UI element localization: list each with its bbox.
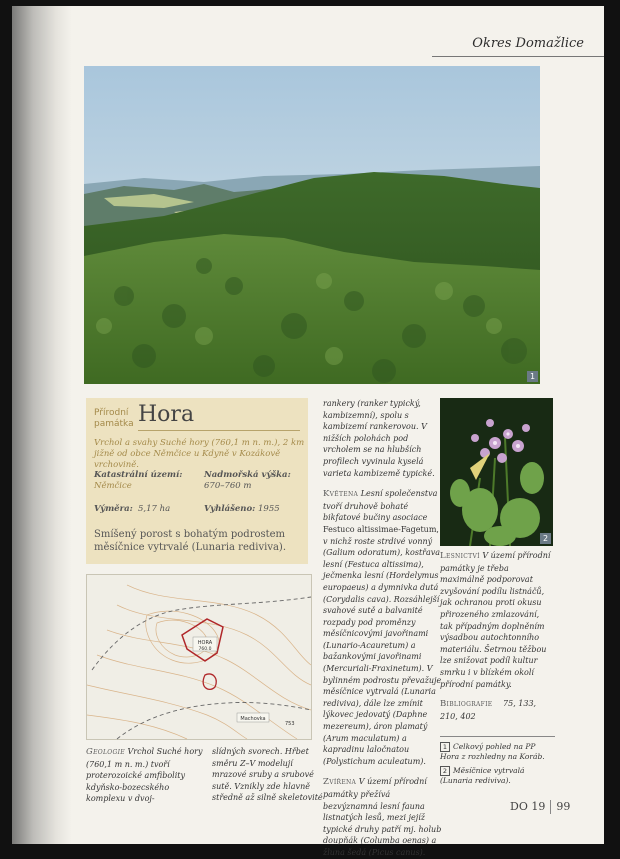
header-rule [432,56,604,57]
forestry-heading: Lesnictví [440,551,480,561]
altitude-value: 670–760 m [204,481,252,491]
region-title: Okres Domažlice [472,36,584,51]
map-spot-height: 753 [285,721,295,727]
forestry-text: V území přírodní památky je třeba maximálně podporovat zvyšování podílu listnáčů, jak ochranou proti okusu přirozeného zmlazování, tak případným doplněním výsadbou autochtonního materiálu. Šetrnou těžbou lze snižovat podíl kultur smrku i v blízkém okolí přírodní památky. [440,551,551,689]
page-gutter-shadow [12,6,72,844]
geology-section [86,746,206,805]
flora-text-a: Lesní společenstva tvoří druhově bohaté bikfatové bučiny asociace [323,489,438,523]
landscape-photo [84,66,540,384]
flora-text-b: Festuco altissimae-Fagetum, [323,524,439,534]
site-info-box [86,398,308,564]
caption-2-number: 2 [440,766,450,776]
cadastre-value: Němčice [94,481,132,491]
caption-2-text: Měsíčnice vytrvalá (Lunaria rediviva). [440,766,525,785]
caption-2 [440,766,555,786]
map-place-label: Machovka [240,716,266,722]
captions-rule [440,736,555,737]
site-type [94,408,134,430]
site-location: Vrchol a svahy Suché hory (760,1 m n. m.), 2 km jižně od obce Němčice u Kdyně v Kozákově vrchovině. [94,438,305,470]
bibliography-refs: 75, 133, 210, 402 [440,699,537,721]
flora-text-c: v nichž roste strdivé vonný (Galium odoratum), kostřava lesní (Festuca altissima), ječmenka lesní (Hordelymus europaeus) a dymnivka dutá (Corydalis cava). Rozsáhlejší svahové sutě a balvanité rozpady pod proměnzy měsíčnicovými javořinami (Lunario-Acauretum) a bažankovými javořinami (Mercuriali-Fraxinetum). V bylinném podrostu převažuje měsíčnice vytrvalá (Lunaria rediviva), dále lze zmínit lýkovec jedovatý (Daphne mezereum), áron plamatý (Arum maculatum) a kapradinu laločnatou (Polystichum aculeatum). [323,536,442,766]
page-number: 99 [556,800,571,813]
caption-1-text: Celkový pohled na PP Hora z rozhledny na Koráb. [440,742,545,761]
map-summit-elevation: 760.0 [198,647,212,652]
site-type-line1: Přírodní [94,408,129,418]
caption-1 [440,742,555,762]
footer-separator [550,800,551,814]
fauna-heading: Zvířena [323,777,357,788]
bibliography-heading: Bibliografie [440,699,493,710]
page-footer [510,800,570,814]
geology-text-1: Vrchol Suché hory (760,1 m n. m.) tvoří proterozoické amfibolity kdyňsko-bozecského komplexu v dvoj- [86,747,203,804]
soil-text: rankery (ranker typický, kambizemní), spolu s kambizemí rankerovou. V nižších polohách pod vrcholem se na hlubších profilech vyvinula kyselá varieta kambizemě typické. [323,399,435,478]
geology-heading: Geologie [86,747,125,757]
photo-captions [440,742,555,786]
map-summit-label: HORA [197,640,213,646]
topographic-map [86,574,312,740]
flower-photo-badge: 2 [540,533,551,544]
site-description: Smíšený porost s bohatým podrostem měsíčnice vytrvalé (Lunaria rediviva). [94,529,287,553]
geology-text-2: slídných svorech. Hřbet směru Z–V modelují mrazové sruby a srubové sutě. Vznikly zde hlavně středně až silně skeletovité [212,747,323,803]
photo-badge: 1 [527,371,538,382]
geology-section-cont [212,746,324,804]
site-code: DO 19 [510,800,546,813]
lunaria-photo [440,398,553,546]
declared-label: Vyhlášeno: [204,504,256,514]
fauna-text: V území přírodní památky přežívá bezvýznamná lesní fauna listnatých lesů, mezi jejíž typické druhy patří mj. holub doupňák (Columba oenas) a žluna šedá (Picus canus). [323,777,442,857]
area-value: 5,17 ha [138,504,171,514]
altitude-label: Nadmořská výška: [204,470,291,480]
flora-heading: Květena [323,489,359,500]
middle-column [323,398,445,859]
cadastre-label: Katastrální území: [94,470,183,480]
site-name: Hora [138,402,195,427]
area-label: Výměra: [94,504,133,514]
declared-value: 1955 [258,504,280,514]
book-page [12,6,604,857]
site-name-rule [138,430,300,431]
site-type-line2: památka [94,419,134,429]
right-column [440,550,552,722]
caption-1-number: 1 [440,742,450,752]
